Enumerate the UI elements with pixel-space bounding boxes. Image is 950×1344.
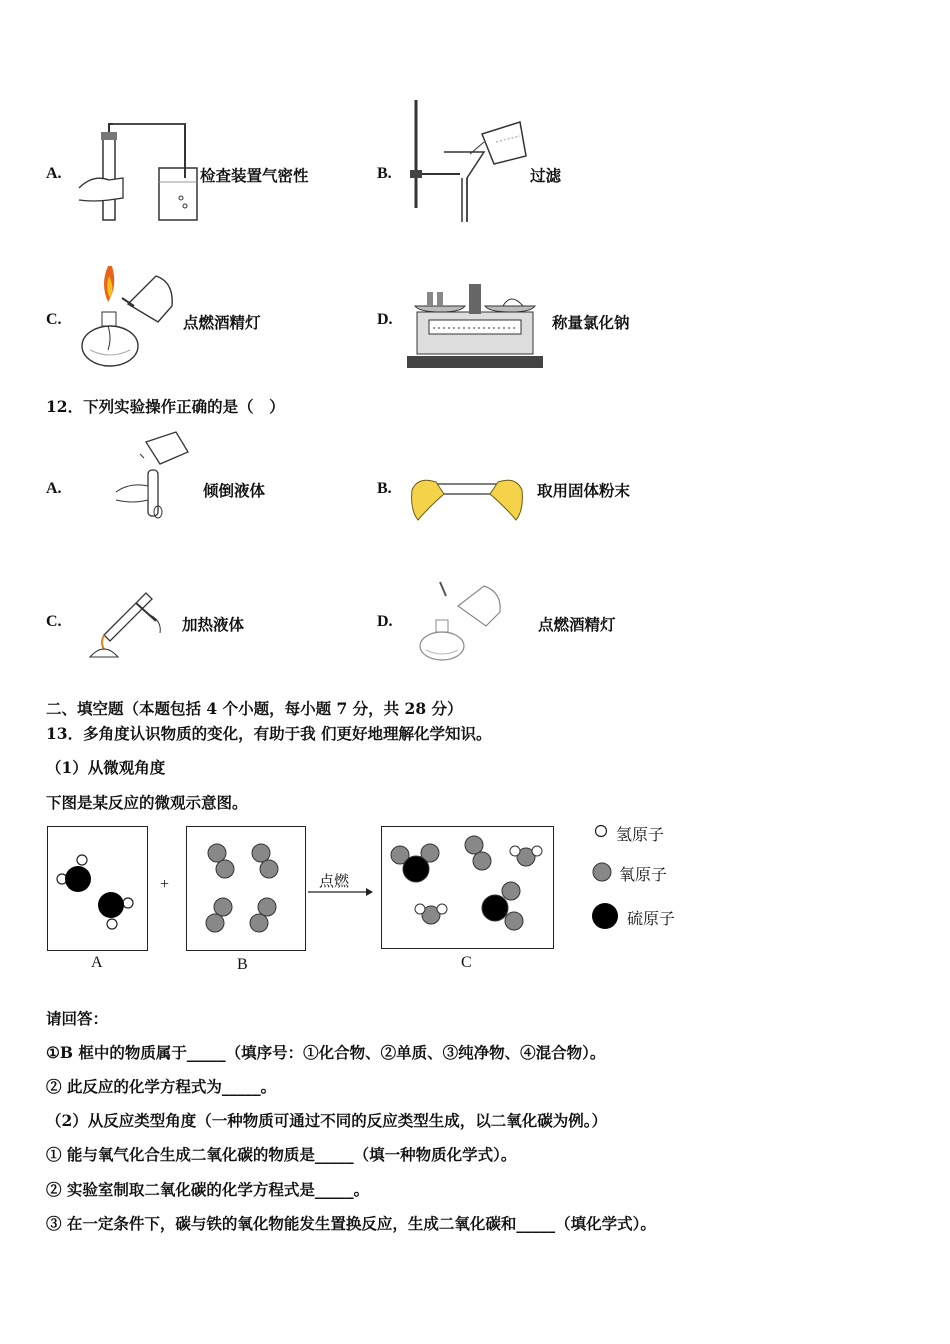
o2-molecules [187, 827, 305, 950]
q12-option-d-caption: 点燃酒精灯 [538, 615, 616, 634]
q13-part1-heading: （1）从微观角度 [46, 758, 166, 777]
q11-option-a-caption: 检查装置气密性 [200, 166, 309, 185]
q12-stem: 12．下列实验操作正确的是（ ） [46, 397, 285, 416]
diagram-label-c: C [461, 954, 472, 971]
q12-option-b-caption: 取用固体粉末 [537, 481, 631, 500]
reaction-arrow [308, 886, 374, 898]
question-line-1: ①B 框中的物质属于_____（填序号：①化合物、②单质、③纯净物、④混合物）。 [46, 1043, 606, 1062]
section-heading: 二、填空题（本题包括 4 个小题，每小题 7 分，共 28 分） [46, 699, 463, 718]
q12-option-c-caption: 加热液体 [182, 615, 245, 634]
h2s-molecules [48, 827, 147, 950]
question-line-6: ③ 在一定条件下，碳与铁的氧化物能发生置换反应，生成二氧化碳和_____（填化学式）。 [46, 1214, 656, 1233]
answer-prompt: 请回答： [46, 1009, 109, 1028]
diagram-box-c [381, 826, 554, 949]
lighting-alcohol-lamp-with-another-lamp-image [78, 262, 178, 374]
products-molecules [382, 827, 553, 948]
q11-option-c-caption: 点燃酒精灯 [183, 313, 261, 332]
q13-stem: 13．多角度认识物质的变化，有助于我 们更好地理解化学知识。 [46, 724, 492, 743]
gas-tightness-apparatus-image [75, 118, 200, 223]
filtration-apparatus-image [400, 98, 530, 226]
heating-liquid-image [86, 585, 166, 661]
diagram-intro: 下图是某反应的微观示意图。 [46, 793, 248, 812]
q12-option-d-letter: D. [377, 613, 393, 630]
q12-option-c-letter: C. [46, 613, 62, 630]
question-line-2: ② 此反应的化学方程式为_____。 [46, 1077, 277, 1096]
arrow-label: 点燃 [319, 872, 350, 890]
diagram-box-b [186, 826, 306, 951]
question-line-3: （2）从反应类型角度（一种物质可通过不同的反应类型生成，以二氧化碳为例。） [46, 1111, 608, 1130]
q11-option-d-letter: D. [377, 311, 393, 328]
q11-option-d-caption: 称量氯化钠 [552, 313, 630, 332]
hydrogen-atom-icon [594, 824, 608, 838]
q11-option-c-letter: C. [46, 311, 62, 328]
diagram-box-a [47, 826, 148, 951]
q12-option-b-letter: B. [377, 480, 392, 497]
oxygen-atom-icon [592, 862, 612, 882]
diagram-label-a: A [91, 954, 103, 971]
q11-option-b-caption: 过滤 [530, 166, 562, 185]
q12-option-a-letter: A. [46, 480, 62, 497]
legend-sulfur: 硫原子 [627, 909, 676, 928]
question-line-5: ② 实验室制取二氧化碳的化学方程式是_____。 [46, 1180, 370, 1199]
taking-solid-powder-image [408, 468, 526, 528]
legend-hydrogen: 氢原子 [616, 825, 665, 844]
legend-oxygen: 氧原子 [619, 865, 668, 884]
plus-sign: + [160, 876, 170, 893]
diagram-label-b: B [237, 956, 248, 973]
pouring-liquid-image [110, 430, 198, 522]
question-line-4: ① 能与氧气化合生成二氧化碳的物质是_____（填一种物质化学式）。 [46, 1145, 517, 1164]
balance-scale-image [405, 278, 545, 370]
sulfur-atom-icon [591, 902, 619, 930]
lighting-alcohol-lamp-with-match-image [418, 578, 504, 664]
q11-option-a-letter: A. [46, 165, 62, 182]
q12-option-a-caption: 倾倒液体 [203, 481, 266, 500]
q11-option-b-letter: B. [377, 165, 392, 182]
